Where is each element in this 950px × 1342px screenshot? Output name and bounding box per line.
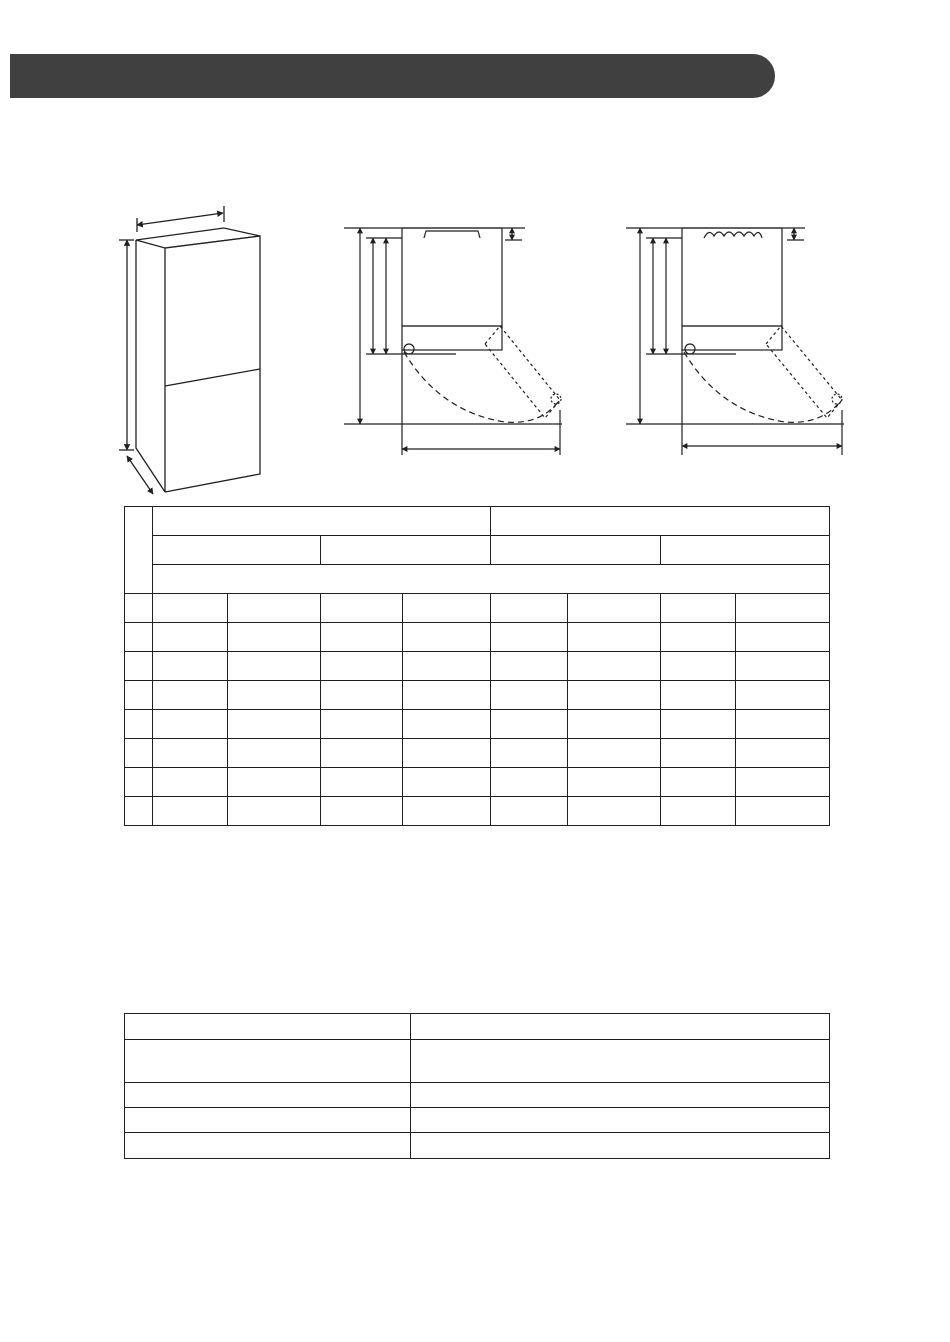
table-cell [125, 710, 153, 739]
table-cell [321, 623, 403, 652]
table-cell [125, 594, 153, 623]
table-cell [228, 739, 321, 768]
table-cell [403, 681, 491, 710]
table-cell [568, 710, 661, 739]
table-row [125, 1014, 830, 1040]
table-cell [661, 739, 736, 768]
table-header-cell [153, 536, 321, 565]
table-cell [153, 710, 228, 739]
table-cell [125, 1108, 411, 1133]
table-cell [736, 739, 830, 768]
table-cell [568, 594, 661, 623]
table-cell [125, 1133, 411, 1159]
table-cell [736, 594, 830, 623]
table-cell [153, 768, 228, 797]
table-row [125, 681, 830, 710]
table-cell [411, 1014, 830, 1040]
table-cell [321, 681, 403, 710]
table-cell [411, 1108, 830, 1133]
table-cell [321, 652, 403, 681]
table-cell [153, 652, 228, 681]
table-cell [491, 768, 568, 797]
table-cell [736, 710, 830, 739]
table-cell [661, 681, 736, 710]
table-cell [736, 681, 830, 710]
table-cell [125, 1083, 411, 1108]
installation-table [124, 1013, 830, 1159]
table-cell [153, 594, 228, 623]
dimension-drawings [0, 0, 950, 510]
table-cell [661, 710, 736, 739]
table-cell [736, 768, 830, 797]
table-header-cell [491, 536, 661, 565]
table-row [125, 1083, 830, 1108]
table-cell [661, 797, 736, 826]
table-cell [403, 623, 491, 652]
table-cell [411, 1133, 830, 1159]
table-cell [568, 623, 661, 652]
table-cell [153, 681, 228, 710]
door-swing-top-view-wavy-icon [626, 228, 844, 455]
table-cell [321, 768, 403, 797]
dimension-spec-table [124, 506, 830, 826]
table-cell [736, 797, 830, 826]
table-cell [125, 739, 153, 768]
refrigerator-perspective-icon [119, 206, 260, 494]
table-row [125, 1040, 830, 1083]
table-cell [491, 739, 568, 768]
table-cell [661, 623, 736, 652]
table-cell [228, 710, 321, 739]
table-cell [228, 681, 321, 710]
table-cell [736, 652, 830, 681]
table-cell [661, 594, 736, 623]
table-cell [403, 652, 491, 681]
table-header-cell [491, 507, 830, 536]
table-header-row [125, 536, 830, 565]
table-cell [491, 623, 568, 652]
table-cell [661, 652, 736, 681]
table-cell [228, 652, 321, 681]
table-row [125, 710, 830, 739]
table-header-cell [153, 507, 491, 536]
table-cell [491, 710, 568, 739]
door-swing-top-view-icon [344, 228, 562, 455]
table-cell [125, 681, 153, 710]
table-corner-cell [125, 507, 153, 594]
table-header-row [125, 565, 830, 594]
table-cell [125, 768, 153, 797]
table-cell [491, 652, 568, 681]
table-cell [125, 652, 153, 681]
table-cell [736, 623, 830, 652]
table-cell [125, 797, 153, 826]
table-cell [321, 739, 403, 768]
table-cell [661, 768, 736, 797]
table-cell [228, 797, 321, 826]
table-cell [403, 797, 491, 826]
table-cell [568, 739, 661, 768]
table-row [125, 768, 830, 797]
table-cell [491, 797, 568, 826]
table-row [125, 739, 830, 768]
table-cell [403, 594, 491, 623]
table-cell [411, 1083, 830, 1108]
table-cell [321, 797, 403, 826]
table-cell [125, 1014, 411, 1040]
table-cell [321, 594, 403, 623]
table-cell [153, 739, 228, 768]
table-header-cell [661, 536, 830, 565]
table-cell [568, 797, 661, 826]
table-cell [125, 623, 153, 652]
table-cell [403, 768, 491, 797]
table-cell [228, 623, 321, 652]
table-cell [228, 768, 321, 797]
table-cell [125, 1040, 411, 1083]
table-cell [568, 681, 661, 710]
table-cell [491, 681, 568, 710]
table-cell [411, 1040, 830, 1083]
table-cell [321, 710, 403, 739]
table-row [125, 797, 830, 826]
table-row [125, 1133, 830, 1159]
table-cell [153, 797, 228, 826]
table-cell [403, 739, 491, 768]
table-cell [228, 594, 321, 623]
table-row [125, 623, 830, 652]
table-row [125, 594, 830, 623]
table-row [125, 652, 830, 681]
table-header-row [125, 507, 830, 536]
table-header-cell [153, 565, 830, 594]
table-cell [568, 652, 661, 681]
table-cell [491, 594, 568, 623]
table-cell [568, 768, 661, 797]
table-cell [153, 623, 228, 652]
table-row [125, 1108, 830, 1133]
table-header-cell [321, 536, 491, 565]
table-cell [403, 710, 491, 739]
